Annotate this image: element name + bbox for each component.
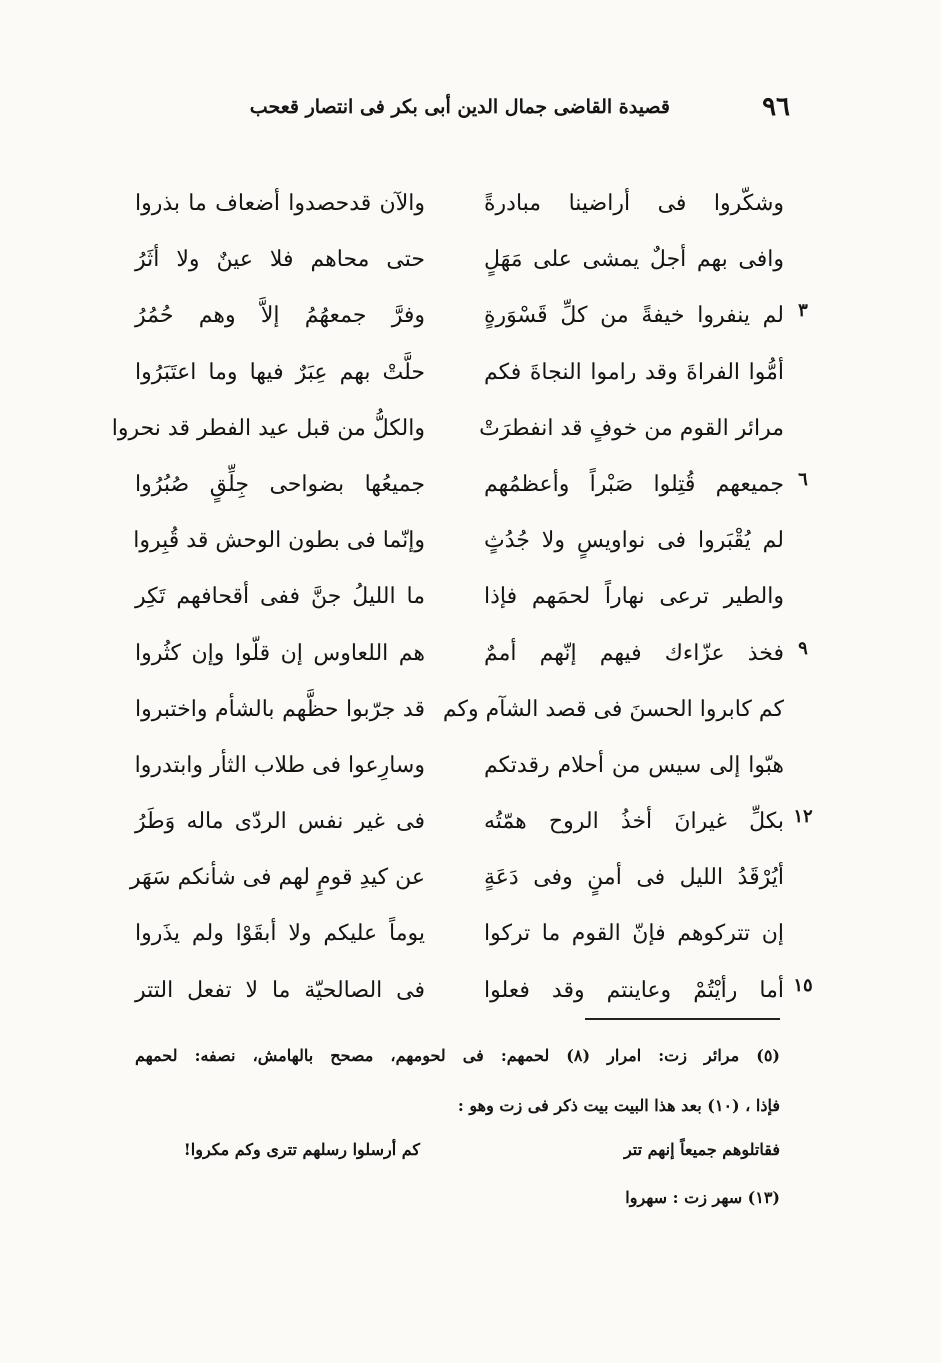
- verse-second-hemistich: هم اللعاوس إن قلّوا وإن كثُروا: [135, 640, 425, 666]
- verse: [120, 684, 810, 740]
- verse: [120, 459, 810, 515]
- verse-number: ٩: [798, 637, 808, 659]
- verse-first-hemistich: هبّوا إلى سيس من أحلام رقدتكم: [484, 752, 784, 778]
- verse: [120, 740, 810, 796]
- verse-second-hemistich: فى غير نفس الردّى ماله وَطَرُ: [135, 809, 425, 835]
- verse: [120, 796, 813, 852]
- footnote-line: (١٣) سهر زت : سهروا: [625, 1188, 780, 1207]
- page-header: [249, 92, 790, 132]
- poem: [111, 178, 813, 1021]
- verse-first-hemistich: وافى بهم أجلٌ يمشى على مَهَلٍ: [484, 247, 784, 273]
- verse-second-hemistich: وإنّما فى بطون الوحش قد قُبِروا: [133, 528, 425, 554]
- verse-second-hemistich: عن كيدِ قومٍ لهم فى شأنكم سَهَر: [129, 865, 425, 891]
- verse: [111, 403, 810, 459]
- verse-second-hemistich: فى الصالحيّة ما لا تفعل التتر: [135, 977, 425, 1003]
- verse: [120, 347, 810, 403]
- footnote-verse-second: كم أرسلوا رسلهم تترى وكم مكروا!: [183, 1140, 420, 1159]
- verse-first-hemistich: وشكّروا فى أراضينا مبادرةً: [484, 191, 784, 216]
- verse-second-hemistich: قد جرّبوا حظَّهم بالشأم واختبروا: [135, 696, 425, 722]
- verse-second-hemistich: يوماً عليكم ولا أبقَوْا ولم يذَروا: [135, 921, 425, 947]
- verse-first-hemistich: لم ينفروا خيفةً من كلِّ قَسْوَرةٍ: [484, 303, 784, 329]
- verse-first-hemistich: فخذ عزّاءك فيهم إنّهم أممٌ: [484, 640, 784, 666]
- verse-number: ١٥: [793, 974, 813, 996]
- footnote-line: فإذا ، (١٠) بعد هذا البيت بيت ذكر فى زت وهو :: [457, 1096, 780, 1115]
- verse: [120, 965, 813, 1021]
- verse: [120, 571, 810, 627]
- verse: [120, 515, 810, 571]
- running-title: قصيدة القاضى جمال الدين أبى بكر فى انتصار قعحب: [249, 96, 670, 118]
- verse-first-hemistich: والطير ترعى نهاراً لحمَهم فإذا: [484, 584, 784, 610]
- verse-first-hemistich: أما رأيْتُمْ وعاينتم وقد فعلوا: [484, 977, 784, 1003]
- verse-second-hemistich: وسارِعوا فى طلاب الثأر وابتدروا: [134, 752, 425, 778]
- verse-number: ٣: [798, 300, 808, 322]
- verse-second-hemistich: وفرَّ جمعهُمُ إلاَّ وهم حُمُرُ: [135, 303, 425, 329]
- verse-second-hemistich: جميعُها بضواحى جِلِّقٍ صُبُرُوا: [135, 471, 425, 497]
- verse-first-hemistich: كم كابروا الحسنَ فى قصد الشآم وكم: [442, 696, 784, 722]
- verse-second-hemistich: والكلُّ من قبل عيد الفطر قد نحروا: [111, 415, 425, 441]
- verse: [120, 178, 810, 234]
- verse: [120, 234, 810, 290]
- verse: [120, 290, 810, 346]
- verse-second-hemistich: حتى محاهم فلا عينٌ ولا أثَرُ: [135, 247, 425, 273]
- verse-first-hemistich: أمُّوا الفراةَ وقد راموا النجاةَ فكم: [484, 359, 784, 385]
- verse-second-hemistich: ما الليلُ جنَّ ففى أقحافهم تَكِر: [135, 584, 425, 610]
- verse-first-hemistich: جميعهم قُتِلوا صَبْراً وأعظمُهم: [484, 471, 784, 497]
- verse-first-hemistich: لم يُقْبَروا فى نواويسٍ ولا جُدُثٍ: [484, 528, 784, 554]
- verse-first-hemistich: أيُرْقَدُ الليل فى أمنٍ وفى دَعَةٍ: [484, 865, 784, 891]
- page-number: ٩٦: [762, 92, 790, 122]
- verse: [120, 908, 810, 964]
- verse-second-hemistich: حلَّتْ بهم عِبَرٌ فيها وما اعتَبَرُوا: [135, 359, 425, 385]
- footnote-divider: [585, 1018, 780, 1020]
- verse-second-hemistich: والآن قدحصدوا أضعاف ما بذروا: [135, 191, 425, 216]
- verse-number: ١٢: [793, 806, 813, 828]
- verse-number: ٦: [798, 468, 808, 490]
- verse-first-hemistich: إن تتركوهم فإنّ القوم ما تركوا: [484, 921, 784, 947]
- footnote-line: (٥) مرائر زت: امرار (٨) لحمهم: فى لحومهم، مصحح بالهامش، نصفه: لحمهم: [135, 1046, 780, 1065]
- verse: [120, 852, 810, 908]
- verse: [120, 628, 810, 684]
- footnote-verse-first: فقاتلوهم جميعاً إنهم تتر: [623, 1140, 780, 1159]
- verse-first-hemistich: مرائر القوم من خوفٍ قد انفطرَتْ: [479, 415, 784, 441]
- verse-first-hemistich: بكلِّ غيرانَ أخذُ الروح همّتُه: [484, 809, 784, 835]
